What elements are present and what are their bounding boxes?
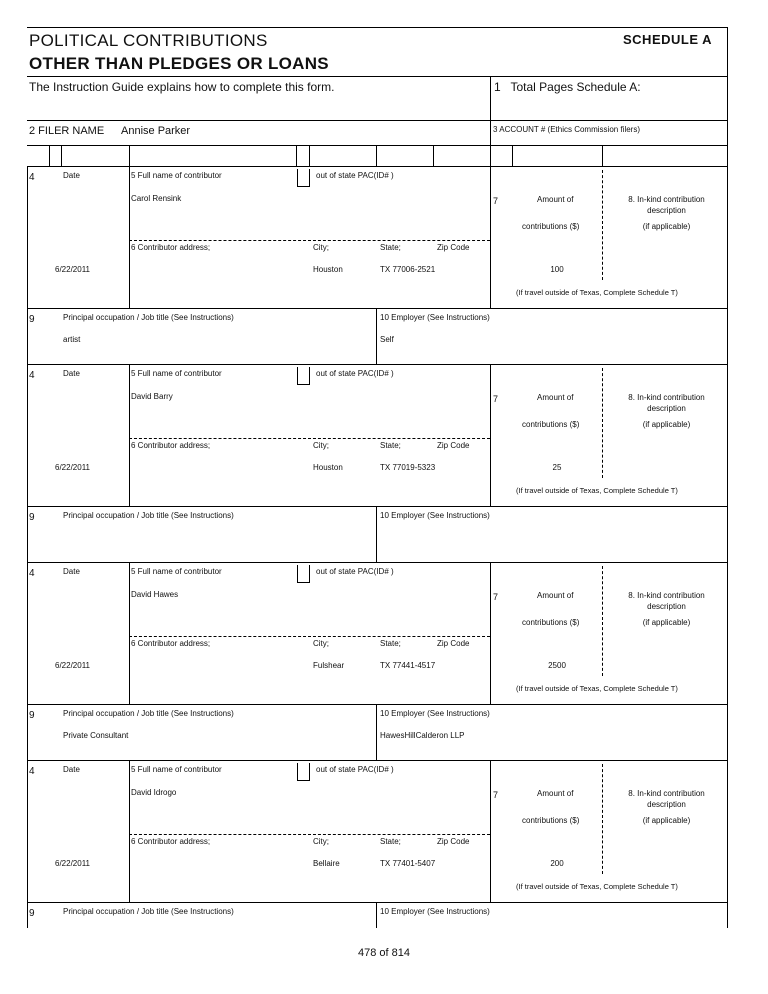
city-label: City;	[313, 441, 329, 450]
out-of-state-label: out of state PAC(ID# )	[316, 567, 394, 576]
entry-right-border	[727, 166, 728, 364]
field-number-4: 4	[29, 172, 35, 183]
inkind-label-1: 8. In-kind contribution	[628, 195, 705, 204]
header-vline	[490, 76, 491, 145]
employer-value: HawesHillCalderon LLP	[380, 731, 465, 740]
contribution-amount: 25	[552, 463, 562, 472]
address-label: 6 Contributor address;	[131, 837, 211, 846]
inkind-label-1: 8. In-kind contribution	[628, 789, 705, 798]
amount-label: Amount of	[537, 195, 574, 204]
occupation-label: Principal occupation / Job title (See Instructions)	[63, 907, 234, 916]
travel-note: (If travel outside of Texas, Complete Schedule T)	[516, 486, 678, 495]
date-label: Date	[63, 567, 80, 576]
field-number-4: 4	[29, 568, 35, 579]
zip-label: Zip Code	[437, 243, 470, 252]
field-number-9: 9	[29, 710, 35, 721]
col-row-top	[27, 145, 728, 146]
contribution-amount: 100	[550, 265, 564, 274]
employer-label: 10 Employer (See Instructions)	[380, 907, 490, 916]
col-tick	[61, 145, 62, 166]
entry-left-border	[27, 364, 28, 562]
entry-col-line	[490, 760, 491, 902]
occupation-label: Principal occupation / Job title (See Instructions)	[63, 709, 234, 718]
inkind-label-2: description	[647, 602, 686, 611]
date-label: Date	[63, 171, 80, 180]
entry-col-line	[490, 364, 491, 506]
inkind-label-2: description	[647, 404, 686, 413]
col-tick	[490, 145, 491, 166]
contributor-name: David Hawes	[131, 590, 179, 599]
out-of-state-label: out of state PAC(ID# )	[316, 171, 394, 180]
travel-note: (If travel outside of Texas, Complete Schedule T)	[516, 684, 678, 693]
form-subtitle: OTHER THAN PLEDGES OR LOANS	[29, 54, 329, 73]
zip-label: Zip Code	[437, 639, 470, 648]
entry-col-line	[129, 364, 130, 506]
col-tick	[602, 145, 603, 166]
address-label: 6 Contributor address;	[131, 441, 211, 450]
entry-dashed-vline	[602, 566, 603, 676]
entry-col-line	[490, 562, 491, 704]
contribution-date: 6/22/2011	[55, 463, 90, 472]
address-label: 6 Contributor address;	[131, 639, 211, 648]
entry-top-line	[27, 562, 728, 563]
account-label: 3 ACCOUNT # (Ethics Commission filers)	[493, 125, 640, 134]
entry-dashed-vline	[602, 368, 603, 478]
occupation-col-line	[376, 902, 377, 928]
entry-dashed-vline	[602, 764, 603, 874]
occupation-value: Private Consultant	[63, 731, 129, 740]
contribution-date: 6/22/2011	[55, 661, 90, 670]
out-of-state-checkbox	[297, 763, 310, 781]
contributor-name-label: 5 Full name of contributor	[131, 171, 222, 180]
contribution-date: 6/22/2011	[55, 265, 90, 274]
employer-label: 10 Employer (See Instructions)	[380, 709, 490, 718]
amount-label: Amount of	[537, 789, 574, 798]
contributor-state-zip: TX 77401-5407	[380, 859, 436, 868]
entry-left-border	[27, 166, 28, 364]
contributor-state-zip: TX 77441-4517	[380, 661, 436, 670]
occupation-top-line	[27, 704, 728, 705]
contributor-name: David Barry	[131, 392, 173, 401]
employer-label: 10 Employer (See Instructions)	[380, 511, 490, 520]
contributions-label: contributions ($)	[522, 420, 580, 429]
contributions-label: contributions ($)	[522, 222, 580, 231]
contributor-name: Carol Rensink	[131, 194, 182, 203]
contributions-label: contributions ($)	[522, 618, 580, 627]
entry-top-line	[27, 364, 728, 365]
entry-top-line	[27, 166, 728, 167]
entry-col-line	[490, 166, 491, 308]
contributions-label: contributions ($)	[522, 816, 580, 825]
zip-label: Zip Code	[437, 441, 470, 450]
total-pages-label: 1 Total Pages Schedule A:	[494, 80, 641, 94]
city-label: City;	[313, 639, 329, 648]
filer-name: Annise Parker	[121, 125, 191, 137]
occupation-top-line	[27, 308, 728, 309]
contributor-city: Bellaire	[313, 859, 340, 868]
entry-dashed-hline	[129, 834, 490, 835]
entry-left-border	[27, 562, 28, 760]
travel-note: (If travel outside of Texas, Complete Schedule T)	[516, 882, 678, 891]
inkind-label-3: (if applicable)	[642, 618, 691, 627]
state-label: State;	[380, 441, 401, 450]
filer-divider	[27, 120, 728, 121]
schedule-label: SCHEDULE A	[623, 32, 713, 47]
contributor-name: David Idrogo	[131, 788, 177, 797]
out-of-state-checkbox	[297, 169, 310, 187]
entry-col-line	[129, 166, 130, 308]
occupation-label: Principal occupation / Job title (See Instructions)	[63, 313, 234, 322]
contributor-city: Houston	[313, 265, 343, 274]
contribution-amount: 2500	[548, 661, 566, 670]
travel-note: (If travel outside of Texas, Complete Schedule T)	[516, 288, 678, 297]
entry-dashed-vline	[602, 170, 603, 280]
contributor-city: Fulshear	[313, 661, 345, 670]
occupation-value: artist	[63, 335, 81, 344]
instruction-text: The Instruction Guide explains how to complete this form.	[29, 80, 335, 94]
city-label: City;	[313, 243, 329, 252]
contribution-date: 6/22/2011	[55, 859, 90, 868]
entry-dashed-hline	[129, 636, 490, 637]
contributor-state-zip: TX 77019-5323	[380, 463, 436, 472]
amount-label: Amount of	[537, 393, 574, 402]
form-title: POLITICAL CONTRIBUTIONS	[29, 31, 268, 50]
inkind-label-3: (if applicable)	[642, 222, 691, 231]
out-of-state-checkbox	[297, 367, 310, 385]
state-label: State;	[380, 837, 401, 846]
occupation-top-line	[27, 506, 728, 507]
contribution-amount: 200	[550, 859, 564, 868]
inkind-label-2: description	[647, 800, 686, 809]
contributor-state-zip: TX 77006-2521	[380, 265, 436, 274]
inkind-label-2: description	[647, 206, 686, 215]
entry-right-border	[727, 562, 728, 760]
entry-right-border	[727, 364, 728, 562]
col-tick	[296, 145, 297, 166]
entry-col-line	[129, 760, 130, 902]
inkind-label-1: 8. In-kind contribution	[628, 393, 705, 402]
occupation-col-line	[376, 704, 377, 760]
col-tick	[309, 145, 310, 166]
state-label: State;	[380, 243, 401, 252]
field-number-7: 7	[493, 592, 499, 602]
filer-label: 2 FILER NAME	[29, 125, 105, 137]
employer-value: Self	[380, 335, 394, 344]
date-label: Date	[63, 369, 80, 378]
right-border	[727, 27, 728, 166]
field-number-4: 4	[29, 766, 35, 777]
inkind-label-1: 8. In-kind contribution	[628, 591, 705, 600]
inkind-label-3: (if applicable)	[642, 816, 691, 825]
entry-dashed-hline	[129, 438, 490, 439]
occupation-col-line	[376, 506, 377, 562]
entry-top-line	[27, 760, 728, 761]
top-border	[27, 27, 728, 28]
contributor-city: Houston	[313, 463, 343, 472]
header-divider	[27, 76, 728, 77]
contributor-name-label: 5 Full name of contributor	[131, 567, 222, 576]
out-of-state-label: out of state PAC(ID# )	[316, 369, 394, 378]
date-label: Date	[63, 765, 80, 774]
address-label: 6 Contributor address;	[131, 243, 211, 252]
field-number-4: 4	[29, 370, 35, 381]
col-tick	[49, 145, 50, 166]
col-tick	[129, 145, 130, 166]
occupation-label: Principal occupation / Job title (See Instructions)	[63, 511, 234, 520]
col-tick	[433, 145, 434, 166]
field-number-9: 9	[29, 314, 35, 325]
col-tick	[376, 145, 377, 166]
employer-label: 10 Employer (See Instructions)	[380, 313, 490, 322]
entry-col-line	[129, 562, 130, 704]
field-number-9: 9	[29, 512, 35, 523]
state-label: State;	[380, 639, 401, 648]
col-tick	[512, 145, 513, 166]
zip-label: Zip Code	[437, 837, 470, 846]
city-label: City;	[313, 837, 329, 846]
field-number-7: 7	[493, 196, 499, 206]
contributor-name-label: 5 Full name of contributor	[131, 765, 222, 774]
field-number-9: 9	[29, 908, 35, 919]
field-number-7: 7	[493, 394, 499, 404]
contributor-name-label: 5 Full name of contributor	[131, 369, 222, 378]
out-of-state-checkbox	[297, 565, 310, 583]
inkind-label-3: (if applicable)	[642, 420, 691, 429]
page-number: 478 of 814	[358, 947, 410, 959]
occupation-top-line	[27, 902, 728, 903]
entry-dashed-hline	[129, 240, 490, 241]
field-number-7: 7	[493, 790, 499, 800]
amount-label: Amount of	[537, 591, 574, 600]
out-of-state-label: out of state PAC(ID# )	[316, 765, 394, 774]
occupation-col-line	[376, 308, 377, 364]
